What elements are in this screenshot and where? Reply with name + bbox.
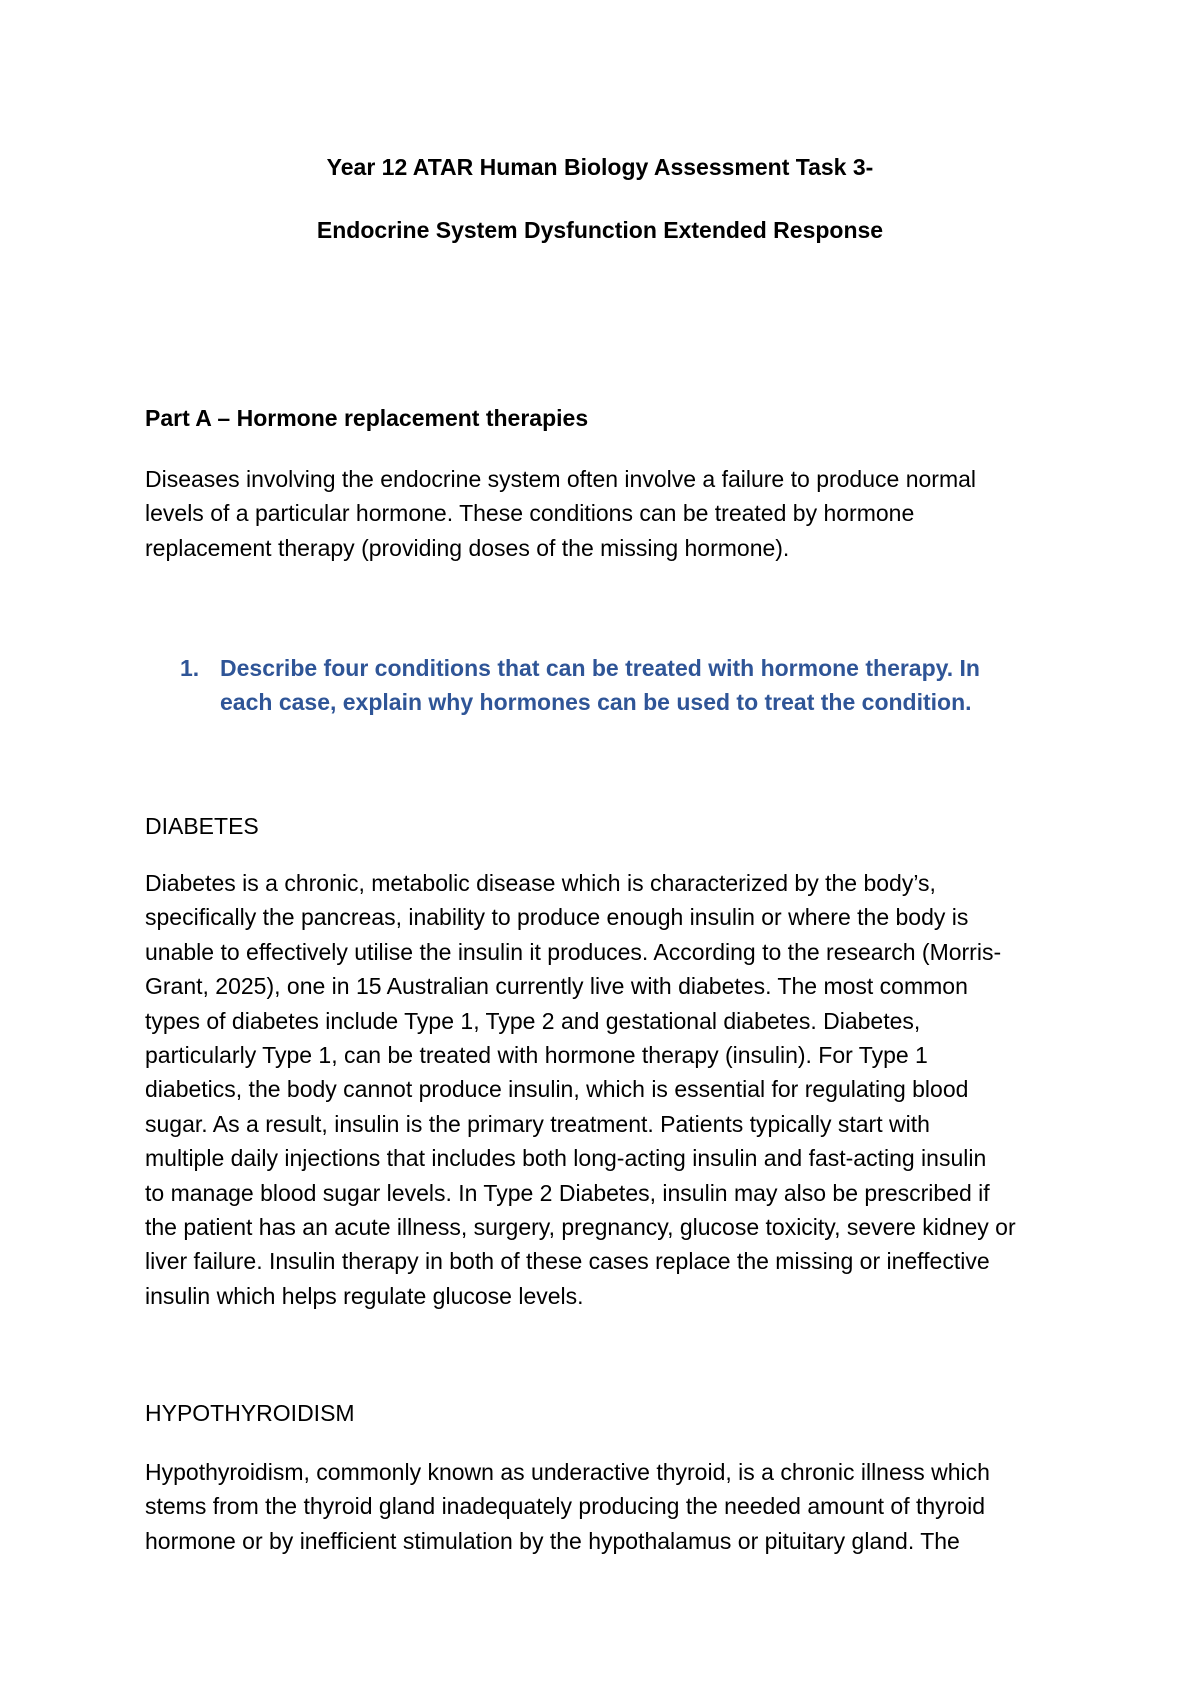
diabetes-line: insulin which helps regulate glucose levels. [145,1282,584,1309]
intro-paragraph [145,462,1065,565]
question-line: each case, explain why hormones can be used to treat the condition. [220,689,972,716]
diabetes-paragraph [145,866,1065,1313]
diabetes-line: multiple daily injections that includes both long-acting insulin and fast-acting insulin [145,1145,987,1172]
diabetes-line: types of diabetes include Type 1, Type 2 and gestational diabetes. Diabetes, [145,1007,921,1034]
intro-line: levels of a particular hormone. These conditions can be treated by hormone [145,500,915,527]
diabetes-line: diabetics, the body cannot produce insulin, which is essential for regulating blood [145,1076,969,1103]
diabetes-line: the patient has an acute illness, surgery, pregnancy, glucose toxicity, severe kidney or [145,1214,1016,1241]
hypothyroidism-line: hormone or by inefficient stimulation by the hypothalamus or pituitary gland. The [145,1527,960,1554]
diabetes-line: Diabetes is a chronic, metabolic disease which is characterized by the body’s, [145,870,936,896]
hypothyroidism-line: stems from the thyroid gland inadequately producing the needed amount of thyroid [145,1493,986,1520]
part-a-heading: Part A – Hormone replacement therapies [145,405,589,431]
section-label-hypothyroidism: HYPOTHYROIDISM [145,1400,355,1426]
question-text [220,651,1060,720]
diabetes-line: sugar. As a result, insulin is the primary treatment. Patients typically start with [145,1110,930,1137]
section-label-diabetes: DIABETES [145,813,259,839]
document-title-line-2: Endocrine System Dysfunction Extended Response [316,217,884,243]
diabetes-line: specifically the pancreas, inability to produce enough insulin or where the body is [145,904,969,931]
intro-line: Diseases involving the endocrine system often involve a failure to produce normal [145,466,976,492]
diabetes-line: to manage blood sugar levels. In Type 2 Diabetes, insulin may also be prescribed if [145,1179,990,1206]
question-number: 1. [180,655,200,681]
question-1 [180,651,1060,720]
diabetes-line: unable to effectively utilise the insulin it produces. According to the research (Morris- [145,938,1002,965]
hypothyroidism-paragraph [145,1455,1065,1558]
hypothyroidism-line: Hypothyroidism, commonly known as underactive thyroid, is a chronic illness which [145,1459,990,1485]
question-line: Describe four conditions that can be treated with hormone therapy. In [220,655,980,681]
diabetes-line: particularly Type 1, can be treated with hormone therapy (insulin). For Type 1 [145,1042,928,1069]
intro-line: replacement therapy (providing doses of the missing hormone). [145,534,790,561]
document-title-line-1: Year 12 ATAR Human Biology Assessment Task 3- [326,154,874,180]
diabetes-line: Grant, 2025), one in 15 Australian currently live with diabetes. The most common [145,973,968,1000]
diabetes-line: liver failure. Insulin therapy in both of these cases replace the missing or ineffective [145,1248,990,1275]
